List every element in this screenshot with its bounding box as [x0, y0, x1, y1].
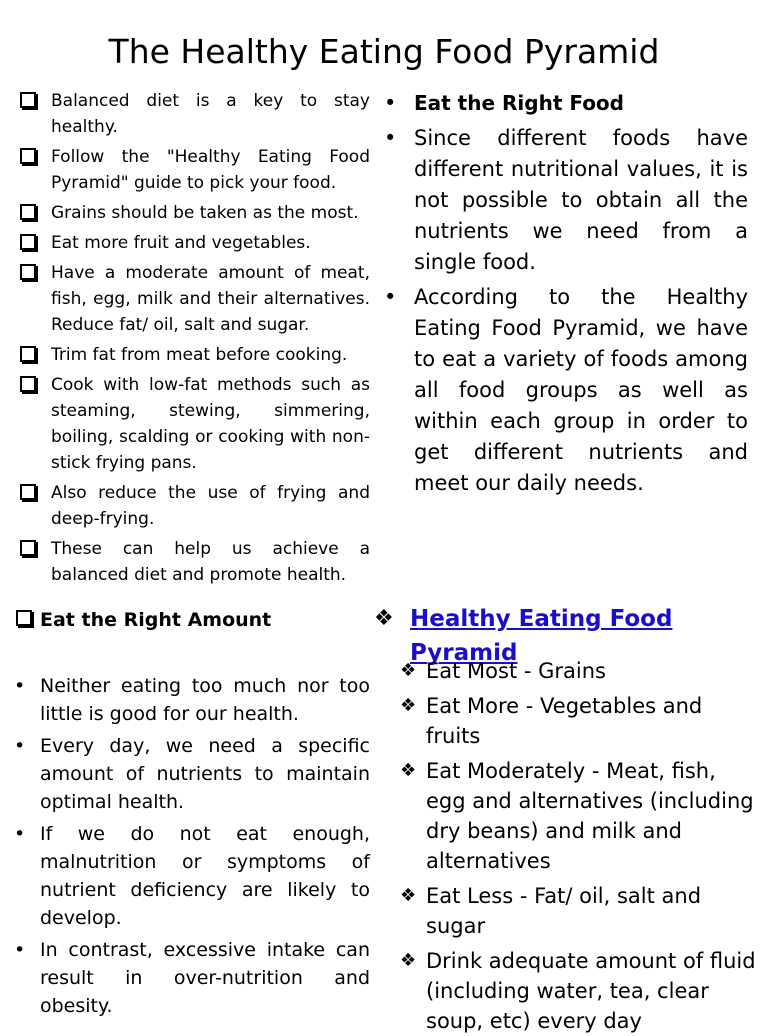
list-item-text: These can help us achieve a balanced diet and promote health.: [51, 539, 370, 585]
list-item-text: Eat Most - Grains: [426, 659, 606, 683]
diamond-bullet-icon: ❖: [400, 695, 417, 716]
bottom-right-list: [400, 656, 760, 1033]
section-heading: [384, 88, 748, 119]
list-item-text: Also reduce the use of frying and deep-frying.: [51, 483, 370, 529]
list-item-text: Balanced diet is a key to stay healthy.: [51, 91, 370, 137]
checkbox-bullet-icon: [16, 610, 32, 626]
checkbox-bullet-icon: [20, 346, 36, 362]
list-item: [400, 656, 760, 686]
list-item-text: Drink adequate amount of fluid (including water, tea, clear soup, etc) every day: [426, 949, 756, 1033]
diamond-bullet-icon: ❖: [400, 660, 417, 681]
list-item-text: Cook with low-fat methods such as steaming, stewing, simmering, boiling, scalding or cooking with non-stick frying pans.: [51, 375, 370, 473]
checkbox-bullet-icon: [20, 264, 36, 280]
list-item: [20, 88, 370, 140]
bullet-icon: •: [384, 91, 397, 115]
list-item: [14, 672, 370, 728]
bullet-icon: •: [14, 939, 26, 961]
checkbox-bullet-icon: [20, 204, 36, 220]
list-item: [20, 342, 370, 368]
list-item-text: Neither eating too much nor too little is good for our health.: [40, 675, 370, 725]
list-item-text: Eat More - Vegetables and fruits: [426, 694, 703, 748]
list-item: [400, 881, 760, 941]
diamond-bullet-icon: ❖: [400, 885, 417, 906]
list-item-text: Every day, we need a specific amount of nutrients to maintain optimal health.: [40, 735, 370, 813]
top-left-list: [20, 88, 370, 585]
checkbox-bullet-icon: [20, 234, 36, 250]
list-item: [400, 756, 760, 876]
bullet-icon: •: [14, 675, 26, 697]
list-item-text: Grains should be taken as the most.: [51, 203, 359, 223]
list-item-text: Eat Less - Fat/ oil, salt and sugar: [426, 884, 702, 938]
list-item: [384, 123, 748, 278]
list-item-text: Eat Moderately - Meat, fish, egg and alternatives (including dry beans) and milk and alternatives: [426, 759, 754, 873]
diamond-bullet-icon: ❖: [400, 950, 417, 971]
list-item: [14, 732, 370, 816]
list-item: [400, 691, 760, 751]
bullet-icon: •: [384, 285, 397, 309]
bullet-icon: •: [14, 823, 26, 845]
list-item: [20, 536, 370, 588]
list-item-text: Eat more fruit and vegetables.: [51, 233, 311, 253]
checkbox-bullet-icon: [20, 540, 36, 556]
checkbox-bullet-icon: [20, 148, 36, 164]
list-item: [20, 480, 370, 532]
diamond-bullet-icon: ❖: [374, 606, 394, 631]
bullet-icon: •: [384, 126, 397, 150]
list-item: [384, 282, 748, 499]
list-item-text: Trim fat from meat before cooking.: [51, 345, 348, 365]
heading-text: Eat the Right Amount: [40, 609, 272, 631]
list-item-text: Have a moderate amount of meat, fish, egg, milk and their alternatives. Reduce fat/ oil, salt and sugar.: [51, 263, 370, 335]
checkbox-bullet-icon: [20, 376, 36, 392]
checkbox-bullet-icon: [20, 92, 36, 108]
list-item-text: Since different foods have different nutritional values, it is not possible to obtain all the nutrients we need from a single food.: [414, 126, 748, 274]
list-item: [14, 820, 370, 932]
bullet-icon: •: [14, 735, 26, 757]
list-item-text: If we do not eat enough, malnutrition or symptoms of nutrient deficiency are likely to develop.: [40, 823, 370, 929]
top-right-list: [384, 88, 748, 508]
list-item: [20, 260, 370, 338]
list-item-text: According to the Healthy Eating Food Pyramid, we have to eat a variety of foods among all food groups as well as within each group in order to get different nutrients and meet our daily needs.: [414, 285, 748, 495]
diamond-bullet-icon: ❖: [400, 760, 417, 781]
list-item: [20, 372, 370, 476]
list-item-text: Follow the "Healthy Eating Food Pyramid" guide to pick your food.: [51, 147, 370, 193]
eat-right-amount-heading: [16, 606, 271, 634]
bottom-left-list: [14, 672, 370, 1024]
list-item: [20, 144, 370, 196]
list-item: [14, 936, 370, 1020]
healthy-eating-pyramid-link[interactable]: Healthy Eating Food Pyramid: [410, 606, 673, 666]
list-item-text: In contrast, excessive intake can result in over-nutrition and obesity.: [40, 939, 370, 1017]
list-item: [20, 230, 370, 256]
list-item: [20, 200, 370, 226]
eat-right-food-heading: Eat the Right Food: [414, 91, 624, 115]
list-item: [400, 946, 760, 1036]
page-title: The Healthy Eating Food Pyramid: [108, 32, 660, 71]
checkbox-bullet-icon: [20, 484, 36, 500]
